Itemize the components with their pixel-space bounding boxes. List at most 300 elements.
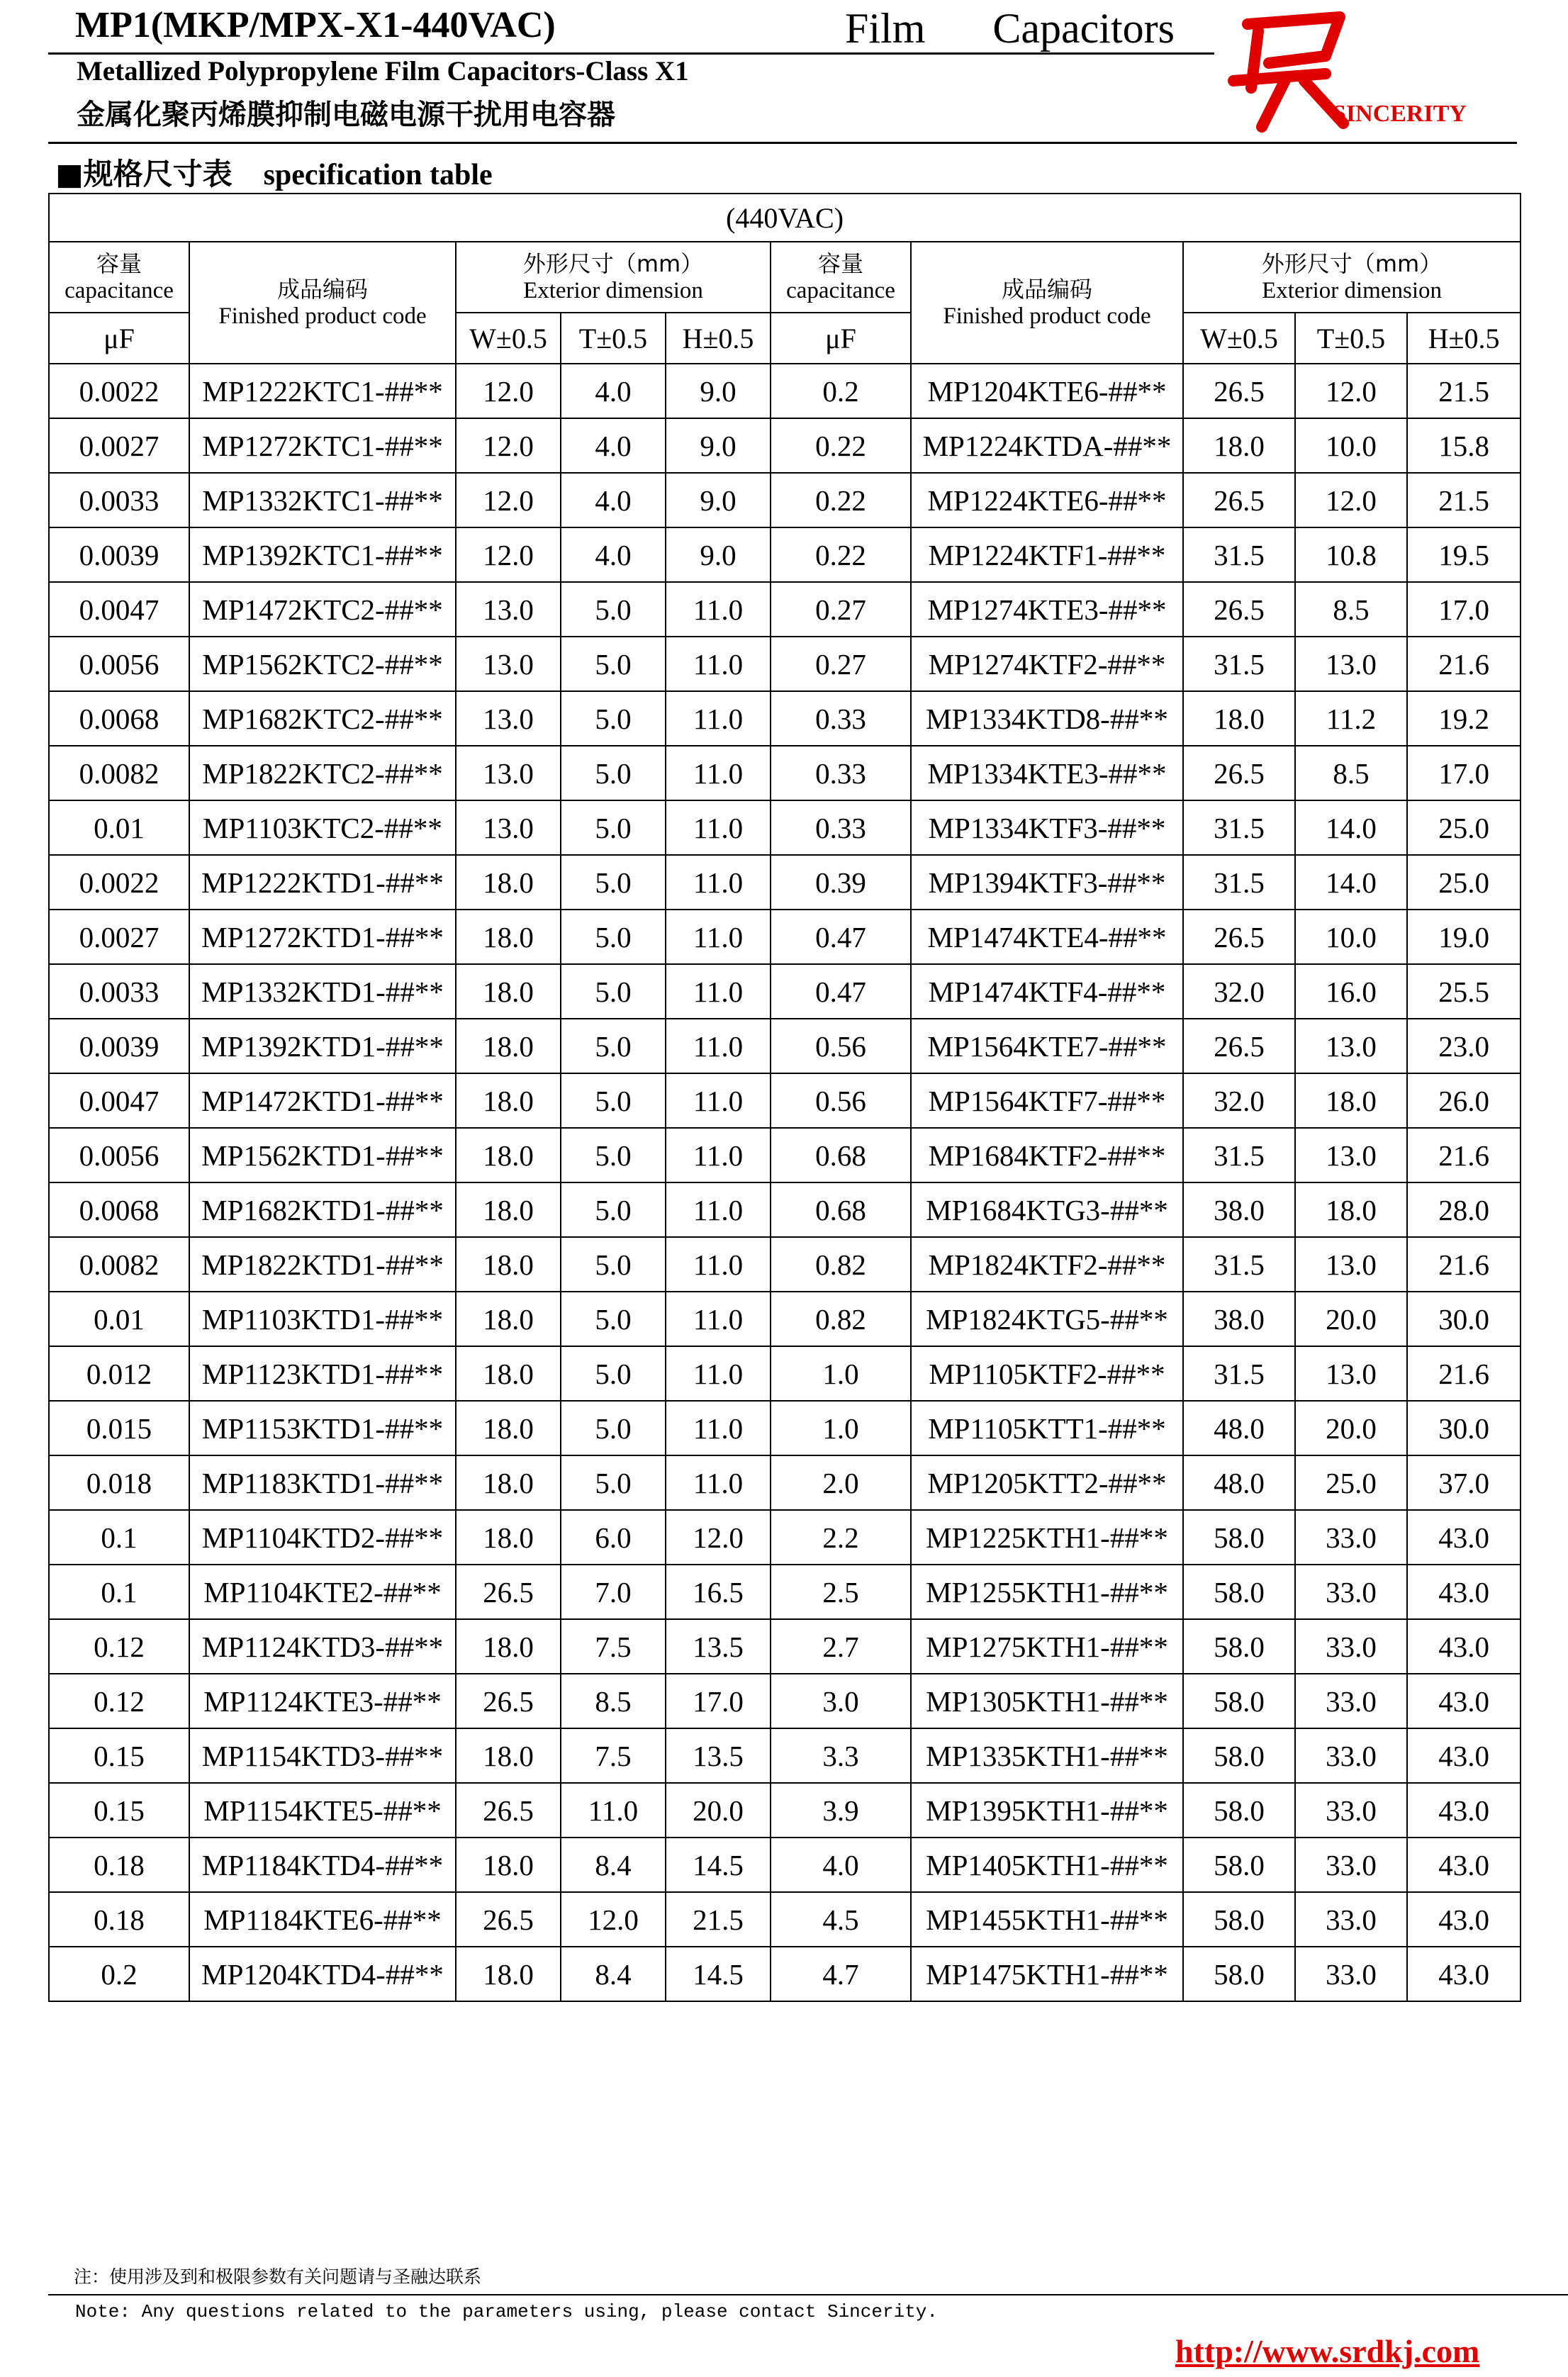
footer-rule [48, 2294, 1568, 2295]
table-row [49, 1182, 1521, 1237]
table-row [49, 637, 1521, 691]
width-cell: 18.0 [456, 1292, 561, 1346]
height-cell: 11.0 [666, 637, 771, 691]
product-code-cell: MP1104KTE2-##** [189, 1565, 456, 1619]
capacitance-cell: 0.22 [771, 418, 911, 473]
product-code-cell: MP1682KTD1-##** [189, 1182, 456, 1237]
thickness-cell: 14.0 [1295, 855, 1407, 910]
capacitance-cell: 0.0068 [49, 1182, 189, 1237]
thickness-cell: 5.0 [561, 637, 666, 691]
width-cell: 18.0 [456, 964, 561, 1019]
width-cell: 58.0 [1183, 1674, 1295, 1728]
table-title: (440VAC) [49, 194, 1521, 242]
dimension-header-en: Exterior dimension [1262, 278, 1442, 303]
height-cell: 21.5 [1407, 364, 1521, 418]
product-code-header-cn: 成品编码 [1001, 276, 1092, 303]
height-cell: 25.0 [1407, 800, 1521, 855]
product-code-cell: MP1103KTD1-##** [189, 1292, 456, 1346]
product-code-cell: MP1274KTE3-##** [911, 582, 1183, 637]
table-row [49, 1728, 1521, 1783]
width-cell: 13.0 [456, 582, 561, 637]
capacitance-cell: 0.33 [771, 746, 911, 800]
height-cell: 11.0 [666, 1128, 771, 1182]
section-title-en: specification table [263, 159, 493, 191]
height-cell: 11.0 [666, 691, 771, 746]
capacitance-header-cn: 容量 [96, 250, 142, 277]
capacitance-cell: 0.12 [49, 1674, 189, 1728]
thickness-cell: 4.0 [561, 527, 666, 582]
width-cell: 18.0 [456, 1073, 561, 1128]
capacitance-cell: 0.15 [49, 1783, 189, 1838]
thickness-cell: 13.0 [1295, 637, 1407, 691]
product-code-cell: MP1455KTH1-##** [911, 1892, 1183, 1947]
product-code-cell: MP1104KTD2-##** [189, 1510, 456, 1565]
product-code-header [911, 242, 1183, 364]
capacitance-cell: 0.33 [771, 800, 911, 855]
width-cell: 26.5 [456, 1783, 561, 1838]
product-code-cell: MP1124KTE3-##** [189, 1674, 456, 1728]
height-cell: 43.0 [1407, 1728, 1521, 1783]
width-cell: 48.0 [1183, 1455, 1295, 1510]
height-cell: 21.5 [666, 1892, 771, 1947]
capacitance-cell: 0.012 [49, 1346, 189, 1401]
capacitance-cell: 0.15 [49, 1728, 189, 1783]
thickness-cell: 5.0 [561, 1073, 666, 1128]
thickness-cell: 14.0 [1295, 800, 1407, 855]
height-cell: 21.5 [1407, 473, 1521, 527]
height-cell: 11.0 [666, 1455, 771, 1510]
width-cell: 58.0 [1183, 1783, 1295, 1838]
dimension-header [1183, 242, 1521, 313]
thickness-cell: 16.0 [1295, 964, 1407, 1019]
height-cell: 37.0 [1407, 1455, 1521, 1510]
capacitance-cell: 0.18 [49, 1892, 189, 1947]
product-code-cell: MP1105KTT1-##** [911, 1401, 1183, 1455]
height-cell: 17.0 [1407, 746, 1521, 800]
height-cell: 14.5 [666, 1947, 771, 2001]
table-row [49, 800, 1521, 855]
width-cell: 26.5 [1183, 473, 1295, 527]
width-cell: 18.0 [456, 1510, 561, 1565]
product-code-cell: MP1332KTD1-##** [189, 964, 456, 1019]
height-cell: 11.0 [666, 1182, 771, 1237]
section-title-cn: ■规格尺寸表 [55, 157, 233, 191]
thickness-cell: 33.0 [1295, 1838, 1407, 1892]
thickness-cell: 33.0 [1295, 1510, 1407, 1565]
width-cell: 26.5 [456, 1892, 561, 1947]
capacitance-cell: 1.0 [771, 1346, 911, 1401]
table-row [49, 1073, 1521, 1128]
table-row [49, 691, 1521, 746]
table-row [49, 855, 1521, 910]
thickness-cell: 6.0 [561, 1510, 666, 1565]
capacitance-header-cn: 容量 [817, 250, 863, 277]
table-row [49, 1237, 1521, 1292]
width-cell: 18.0 [456, 1455, 561, 1510]
table-row [49, 1401, 1521, 1455]
capacitance-cell: 0.015 [49, 1401, 189, 1455]
height-cell: 11.0 [666, 1401, 771, 1455]
dimension-header [456, 242, 771, 313]
capacitance-header-en: capacitance [65, 278, 174, 303]
width-cell: 48.0 [1183, 1401, 1295, 1455]
capacitance-cell: 0.82 [771, 1292, 911, 1346]
capacitance-cell: 0.0068 [49, 691, 189, 746]
capacitance-cell: 0.56 [771, 1019, 911, 1073]
table-row [49, 473, 1521, 527]
width-cell: 13.0 [456, 637, 561, 691]
width-cell: 18.0 [456, 1182, 561, 1237]
product-code-cell: MP1562KTC2-##** [189, 637, 456, 691]
width-cell: 58.0 [1183, 1947, 1295, 2001]
capacitance-cell: 0.0039 [49, 1019, 189, 1073]
capacitance-cell: 0.0033 [49, 964, 189, 1019]
thickness-cell: 5.0 [561, 1455, 666, 1510]
subtitle-english: Metallized Polypropylene Film Capacitors-Class X1 [77, 56, 689, 86]
capacitance-cell: 4.7 [771, 1947, 911, 2001]
thickness-cell: 4.0 [561, 473, 666, 527]
width-cell: 12.0 [456, 527, 561, 582]
thickness-cell: 8.4 [561, 1838, 666, 1892]
width-cell: 12.0 [456, 364, 561, 418]
product-code-cell: MP1275KTH1-##** [911, 1619, 1183, 1674]
width-cell: 26.5 [1183, 364, 1295, 418]
thickness-cell: 12.0 [1295, 473, 1407, 527]
capacitance-cell: 0.2 [49, 1947, 189, 2001]
height-cell: 11.0 [666, 855, 771, 910]
height-cell: 11.0 [666, 964, 771, 1019]
table-row [49, 1019, 1521, 1073]
capacitance-header [771, 242, 911, 313]
height-cell: 14.5 [666, 1838, 771, 1892]
thickness-cell: 20.0 [1295, 1292, 1407, 1346]
capacitance-cell: 0.01 [49, 800, 189, 855]
product-code-cell: MP1124KTD3-##** [189, 1619, 456, 1674]
width-cell: 12.0 [456, 418, 561, 473]
thickness-header: T±0.5 [561, 313, 666, 364]
capacitance-cell: 2.5 [771, 1565, 911, 1619]
capacitance-cell: 0.01 [49, 1292, 189, 1346]
height-cell: 9.0 [666, 527, 771, 582]
width-cell: 26.5 [456, 1674, 561, 1728]
thickness-cell: 5.0 [561, 1346, 666, 1401]
thickness-cell: 33.0 [1295, 1892, 1407, 1947]
capacitance-cell: 0.0047 [49, 582, 189, 637]
height-cell: 25.5 [1407, 964, 1521, 1019]
thickness-cell: 11.0 [561, 1783, 666, 1838]
capacitance-cell: 0.33 [771, 691, 911, 746]
product-code-cell: MP1392KTC1-##** [189, 527, 456, 582]
product-code-cell: MP1472KTD1-##** [189, 1073, 456, 1128]
height-cell: 28.0 [1407, 1182, 1521, 1237]
capacitance-cell: 0.0022 [49, 364, 189, 418]
product-code-cell: MP1684KTG3-##** [911, 1182, 1183, 1237]
capacitance-cell: 0.18 [49, 1838, 189, 1892]
thickness-cell: 7.0 [561, 1565, 666, 1619]
height-cell: 43.0 [1407, 1510, 1521, 1565]
product-code-cell: MP1272KTD1-##** [189, 910, 456, 964]
capacitance-cell: 2.2 [771, 1510, 911, 1565]
width-cell: 38.0 [1183, 1182, 1295, 1237]
product-code-cell: MP1105KTF2-##** [911, 1346, 1183, 1401]
capacitance-cell: 2.0 [771, 1455, 911, 1510]
product-code-cell: MP1204KTD4-##** [189, 1947, 456, 2001]
capacitance-cell: 0.2 [771, 364, 911, 418]
capacitance-cell: 0.0082 [49, 746, 189, 800]
width-cell: 31.5 [1183, 637, 1295, 691]
table-row [49, 1510, 1521, 1565]
capacitance-cell: 0.1 [49, 1565, 189, 1619]
width-cell: 18.0 [456, 1019, 561, 1073]
capacitance-cell: 0.0022 [49, 855, 189, 910]
capacitance-cell: 4.0 [771, 1838, 911, 1892]
width-cell: 31.5 [1183, 1237, 1295, 1292]
width-header: W±0.5 [1183, 313, 1295, 364]
thickness-cell: 8.5 [1295, 582, 1407, 637]
capacitance-cell: 0.22 [771, 527, 911, 582]
height-cell: 20.0 [666, 1783, 771, 1838]
height-cell: 30.0 [1407, 1292, 1521, 1346]
thickness-cell: 5.0 [561, 1182, 666, 1237]
product-code-cell: MP1154KTD3-##** [189, 1728, 456, 1783]
height-cell: 12.0 [666, 1510, 771, 1565]
capacitance-cell: 0.0027 [49, 910, 189, 964]
thickness-cell: 13.0 [1295, 1346, 1407, 1401]
height-cell: 11.0 [666, 800, 771, 855]
table-row [49, 964, 1521, 1019]
product-code-cell: MP1824KTF2-##** [911, 1237, 1183, 1292]
table-row [49, 527, 1521, 582]
width-cell: 18.0 [456, 1947, 561, 2001]
product-code-cell: MP1474KTE4-##** [911, 910, 1183, 964]
capacitance-cell: 0.0039 [49, 527, 189, 582]
product-code-cell: MP1682KTC2-##** [189, 691, 456, 746]
product-code-cell: MP1394KTF3-##** [911, 855, 1183, 910]
table-row [49, 582, 1521, 637]
width-cell: 26.5 [1183, 910, 1295, 964]
thickness-cell: 8.5 [1295, 746, 1407, 800]
capacitance-cell: 3.0 [771, 1674, 911, 1728]
thickness-cell: 33.0 [1295, 1619, 1407, 1674]
height-cell: 19.5 [1407, 527, 1521, 582]
width-cell: 31.5 [1183, 800, 1295, 855]
product-code-cell: MP1395KTH1-##** [911, 1783, 1183, 1838]
height-cell: 9.0 [666, 473, 771, 527]
width-cell: 12.0 [456, 473, 561, 527]
height-cell: 11.0 [666, 1019, 771, 1073]
product-code-cell: MP1154KTE5-##** [189, 1783, 456, 1838]
table-row [49, 1455, 1521, 1510]
product-code-cell: MP1472KTC2-##** [189, 582, 456, 637]
capacitance-cell: 1.0 [771, 1401, 911, 1455]
product-code-cell: MP1335KTH1-##** [911, 1728, 1183, 1783]
website-link[interactable]: http://www.srdkj.com [1175, 2333, 1480, 2369]
capacitance-cell: 0.018 [49, 1455, 189, 1510]
height-cell: 16.5 [666, 1565, 771, 1619]
product-code-cell: MP1103KTC2-##** [189, 800, 456, 855]
width-cell: 18.0 [1183, 691, 1295, 746]
width-cell: 18.0 [1183, 418, 1295, 473]
width-cell: 32.0 [1183, 1073, 1295, 1128]
thickness-cell: 20.0 [1295, 1401, 1407, 1455]
width-cell: 13.0 [456, 691, 561, 746]
thickness-cell: 33.0 [1295, 1783, 1407, 1838]
width-cell: 13.0 [456, 800, 561, 855]
height-cell: 11.0 [666, 1073, 771, 1128]
table-row [49, 1838, 1521, 1892]
width-cell: 38.0 [1183, 1292, 1295, 1346]
table-row [49, 1619, 1521, 1674]
table-row [49, 910, 1521, 964]
height-cell: 15.8 [1407, 418, 1521, 473]
capacitance-cell: 0.82 [771, 1237, 911, 1292]
product-code-cell: MP1564KTF7-##** [911, 1073, 1183, 1128]
product-code-cell: MP1183KTD1-##** [189, 1455, 456, 1510]
height-cell: 11.0 [666, 582, 771, 637]
thickness-header: T±0.5 [1295, 313, 1407, 364]
width-cell: 18.0 [456, 910, 561, 964]
thickness-cell: 12.0 [1295, 364, 1407, 418]
width-cell: 58.0 [1183, 1565, 1295, 1619]
width-cell: 18.0 [456, 855, 561, 910]
product-code-cell: MP1184KTE6-##** [189, 1892, 456, 1947]
thickness-cell: 5.0 [561, 1019, 666, 1073]
capacitance-cell: 0.0033 [49, 473, 189, 527]
thickness-cell: 10.0 [1295, 910, 1407, 964]
product-code-cell: MP1822KTC2-##** [189, 746, 456, 800]
category-title: Film Capacitors [845, 5, 1175, 52]
width-cell: 18.0 [456, 1838, 561, 1892]
height-header: H±0.5 [1407, 313, 1521, 364]
height-cell: 30.0 [1407, 1401, 1521, 1455]
height-cell: 21.6 [1407, 1346, 1521, 1401]
capacitance-header [49, 242, 189, 313]
capacitance-cell: 4.5 [771, 1892, 911, 1947]
product-code-cell: MP1564KTE7-##** [911, 1019, 1183, 1073]
product-code-cell: MP1334KTD8-##** [911, 691, 1183, 746]
subtitle-chinese: 金属化聚丙烯膜抑制电磁电源干扰用电容器 [77, 99, 615, 131]
width-cell: 31.5 [1183, 1128, 1295, 1182]
thickness-cell: 7.5 [561, 1728, 666, 1783]
table-row [49, 746, 1521, 800]
thickness-cell: 10.8 [1295, 527, 1407, 582]
height-cell: 9.0 [666, 418, 771, 473]
product-code-cell: MP1392KTD1-##** [189, 1019, 456, 1073]
width-cell: 26.5 [456, 1565, 561, 1619]
width-cell: 58.0 [1183, 1838, 1295, 1892]
thickness-cell: 4.0 [561, 418, 666, 473]
capacitance-cell: 0.68 [771, 1182, 911, 1237]
product-code-cell: MP1822KTD1-##** [189, 1237, 456, 1292]
product-code-cell: MP1274KTF2-##** [911, 637, 1183, 691]
product-code-cell: MP1225KTH1-##** [911, 1510, 1183, 1565]
product-code-cell: MP1123KTD1-##** [189, 1346, 456, 1401]
thickness-cell: 33.0 [1295, 1947, 1407, 2001]
capacitance-cell: 0.12 [49, 1619, 189, 1674]
product-code-cell: MP1305KTH1-##** [911, 1674, 1183, 1728]
height-cell: 11.0 [666, 746, 771, 800]
thickness-cell: 18.0 [1295, 1073, 1407, 1128]
height-cell: 13.5 [666, 1728, 771, 1783]
dimension-header-cn: 外形尺寸（mm） [1261, 250, 1443, 277]
width-cell: 58.0 [1183, 1728, 1295, 1783]
height-cell: 11.0 [666, 1346, 771, 1401]
product-code-header [189, 242, 456, 364]
table-row [49, 418, 1521, 473]
table-row [49, 1892, 1521, 1947]
table-row [49, 1128, 1521, 1182]
product-code-cell: MP1153KTD1-##** [189, 1401, 456, 1455]
table-body [49, 364, 1521, 2001]
thickness-cell: 8.4 [561, 1947, 666, 2001]
product-code-cell: MP1272KTC1-##** [189, 418, 456, 473]
table-row [49, 1292, 1521, 1346]
width-cell: 13.0 [456, 746, 561, 800]
height-cell: 43.0 [1407, 1783, 1521, 1838]
table-row [49, 1565, 1521, 1619]
capacitance-cell: 0.68 [771, 1128, 911, 1182]
product-code-cell: MP1684KTF2-##** [911, 1128, 1183, 1182]
product-code-header-en: Finished product code [943, 303, 1151, 329]
capacitance-cell: 0.22 [771, 473, 911, 527]
height-cell: 26.0 [1407, 1073, 1521, 1128]
thickness-cell: 33.0 [1295, 1565, 1407, 1619]
section-title [55, 151, 493, 194]
width-cell: 58.0 [1183, 1510, 1295, 1565]
product-code-cell: MP1222KTC1-##** [189, 364, 456, 418]
thickness-cell: 5.0 [561, 855, 666, 910]
width-cell: 18.0 [456, 1346, 561, 1401]
product-code-cell: MP1474KTF4-##** [911, 964, 1183, 1019]
product-code-cell: MP1334KTE3-##** [911, 746, 1183, 800]
capacitance-cell: 0.39 [771, 855, 911, 910]
height-cell: 17.0 [1407, 582, 1521, 637]
thickness-cell: 5.0 [561, 691, 666, 746]
table-row [49, 364, 1521, 418]
capacitance-cell: 2.7 [771, 1619, 911, 1674]
table-row [49, 1674, 1521, 1728]
width-cell: 31.5 [1183, 527, 1295, 582]
thickness-cell: 7.5 [561, 1619, 666, 1674]
height-cell: 17.0 [666, 1674, 771, 1728]
product-code-header-en: Finished product code [218, 303, 427, 329]
document-title: MP1(MKP/MPX-X1-440VAC) [75, 5, 556, 45]
height-cell: 13.5 [666, 1619, 771, 1674]
dimension-header-en: Exterior dimension [523, 278, 703, 303]
height-cell: 11.0 [666, 1237, 771, 1292]
thickness-cell: 5.0 [561, 1237, 666, 1292]
height-cell: 43.0 [1407, 1838, 1521, 1892]
thickness-cell: 25.0 [1295, 1455, 1407, 1510]
thickness-cell: 4.0 [561, 364, 666, 418]
thickness-cell: 8.5 [561, 1674, 666, 1728]
note-chinese: 注：使用涉及到和极限参数有关问题请与圣融达联系 [74, 2266, 482, 2287]
width-cell: 18.0 [456, 1237, 561, 1292]
unit-header: μF [771, 313, 911, 364]
thickness-cell: 13.0 [1295, 1128, 1407, 1182]
table-row [49, 1783, 1521, 1838]
thickness-cell: 5.0 [561, 910, 666, 964]
height-cell: 19.0 [1407, 910, 1521, 964]
height-cell: 25.0 [1407, 855, 1521, 910]
product-code-cell: MP1224KTE6-##** [911, 473, 1183, 527]
product-code-cell: MP1255KTH1-##** [911, 1565, 1183, 1619]
height-cell: 43.0 [1407, 1947, 1521, 2001]
thickness-cell: 5.0 [561, 1401, 666, 1455]
width-cell: 26.5 [1183, 582, 1295, 637]
capacitance-cell: 0.47 [771, 964, 911, 1019]
width-cell: 31.5 [1183, 855, 1295, 910]
